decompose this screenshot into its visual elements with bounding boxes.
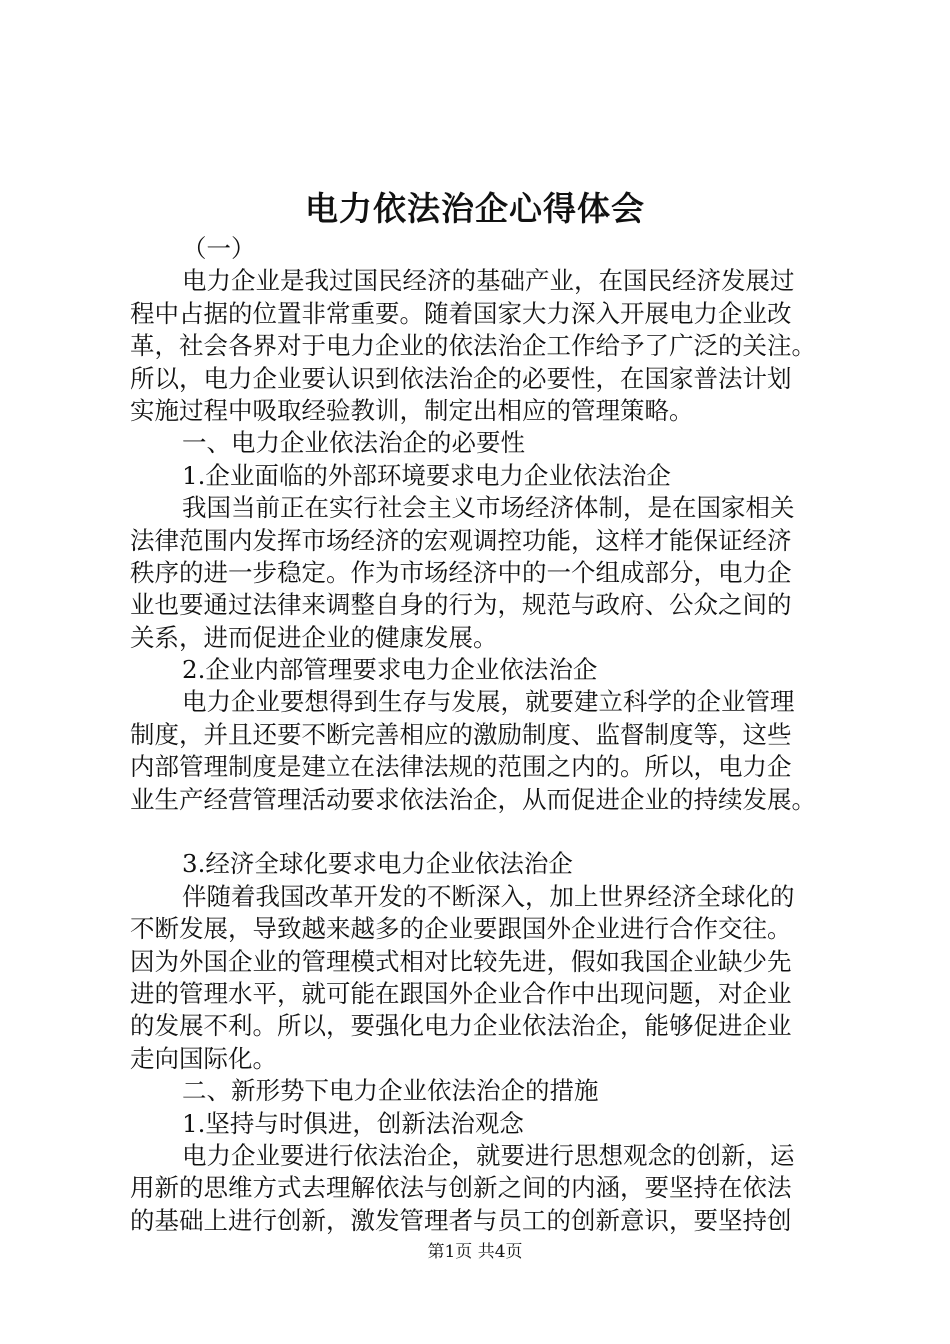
page-footer: 第1页 共4页 bbox=[427, 1242, 523, 1262]
body-line: 实施过程中吸取经验教训，制定出相应的管理策略。 bbox=[130, 395, 694, 425]
document-title: 电力依法治企心得体会 bbox=[305, 189, 645, 228]
blank-line bbox=[130, 816, 835, 848]
body-line: 2.企业内部管理要求电力企业依法治企 bbox=[182, 655, 598, 685]
body-line: 电力企业要进行依法治企，就要进行思想观念的创新，运 bbox=[182, 1140, 795, 1170]
body-line: 法律范围内发挥市场经济的宏观调控功能，这样才能保证经济 bbox=[130, 525, 792, 555]
body-line: 进的管理水平，就可能在跟国外企业合作中出现问题，对企业 bbox=[130, 978, 792, 1008]
body-line: 电力企业是我过国民经济的基础产业，在国民经济发展过 bbox=[182, 266, 795, 296]
body-line: 走向国际化。 bbox=[130, 1043, 277, 1073]
body-line: 一、电力企业依法治企的必要性 bbox=[182, 428, 525, 458]
body-line: 电力企业要想得到生存与发展，就要建立科学的企业管理 bbox=[182, 687, 795, 717]
body-line: 因为外国企业的管理模式相对比较先进，假如我国企业缺少先 bbox=[130, 946, 792, 976]
body-line: 用新的思维方式去理解依法与创新之间的内涵，要坚持在依法 bbox=[130, 1173, 792, 1203]
body-line: 所以，电力企业要认识到依法治企的必要性，在国家普法计划 bbox=[130, 363, 792, 393]
body-line: 关系，进而促进企业的健康发展。 bbox=[130, 622, 498, 652]
body-line: 1.企业面临的外部环境要求电力企业依法治企 bbox=[182, 460, 671, 490]
body-line: 伴随着我国改革开发的不断深入，加上世界经济全球化的 bbox=[182, 881, 795, 911]
body-line: 制度，并且还要不断完善相应的激励制度、监督制度等，这些 bbox=[130, 719, 792, 749]
body-line: 内部管理制度是建立在法律法规的范围之内的。所以，电力企 bbox=[130, 752, 792, 782]
body-line: 革，社会各界对于电力企业的依法治企工作给予了广泛的关注。 bbox=[130, 331, 816, 361]
body-line: 1.坚持与时俱进，创新法治观念 bbox=[182, 1108, 524, 1138]
body-line: 我国当前正在实行社会主义市场经济体制，是在国家相关 bbox=[182, 493, 795, 523]
body-line: 业生产经营管理活动要求依法治企，从而促进企业的持续发展。 bbox=[130, 784, 816, 814]
body-line: 秩序的进一步稳定。作为市场经济中的一个组成部分，电力企 bbox=[130, 557, 792, 587]
body-line: 的基础上进行创新，激发管理者与员工的创新意识，要坚持创 bbox=[130, 1205, 792, 1235]
body-line: 不断发展，导致越来越多的企业要跟国外企业进行合作交往。 bbox=[130, 914, 792, 944]
document-body bbox=[130, 233, 835, 1237]
body-line: 程中占据的位置非常重要。随着国家大力深入开展电力企业改 bbox=[130, 298, 792, 328]
body-line: 的发展不利。所以，要强化电力企业依法治企，能够促进企业 bbox=[130, 1011, 792, 1041]
body-line: 3.经济全球化要求电力企业依法治企 bbox=[182, 849, 573, 879]
body-line: 业也要通过法律来调整自身的行为，规范与政府、公众之间的 bbox=[130, 590, 792, 620]
body-line: （一） bbox=[182, 234, 256, 263]
body-line: 二、新形势下电力企业依法治企的措施 bbox=[182, 1076, 599, 1106]
